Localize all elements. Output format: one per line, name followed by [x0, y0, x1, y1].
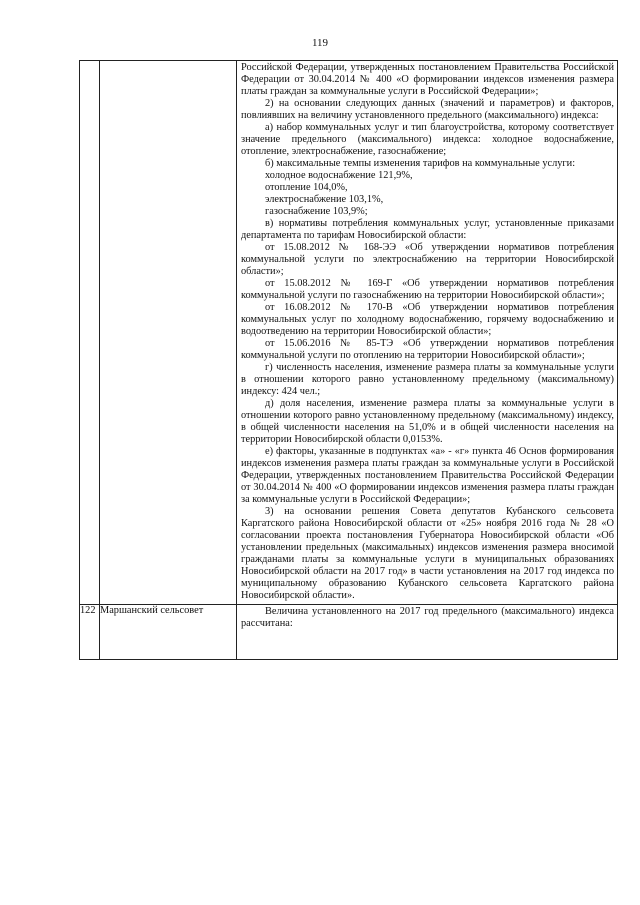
cell-municipality: Маршанский сельсовет	[100, 605, 237, 660]
paragraph: газоснабжение 103,9%;	[265, 206, 368, 217]
paragraph: е) факторы, указанные в подпунктах «а» - «г» пункта 46 Основ формирования индексов изменения размера платы граждан за коммунальные услуги в Российской Федерации, утвержденных постановлением Правительства Российской Федерации от 30.04.2014 № 400 «О формировании индексов изменения размера платы граждан за коммунальные услуги в Российской Федерации»;	[241, 446, 614, 505]
page-number: 119	[311, 37, 329, 49]
paragraph: 2) на основании следующих данных (значений и параметров) и факторов, повлиявших на величину установленного предельного (максимального) индекса:	[241, 98, 614, 121]
paragraph: от 15.08.2012 № 169-Г «Об утверждении нормативов потребления коммунальной услуги по газоснабжению на территории Новосибирской области»;	[241, 278, 614, 301]
cell-municipality	[100, 61, 237, 605]
cell-description	[237, 605, 618, 660]
document-table	[79, 60, 618, 660]
cell-description	[237, 61, 618, 605]
paragraph: электроснабжение 103,1%,	[265, 194, 384, 205]
paragraph: Величина установленного на 2017 год предельного (максимального) индекса рассчитана:	[241, 606, 614, 629]
paragraph: б) максимальные темпы изменения тарифов на коммунальные услуги:	[265, 158, 576, 169]
table-row	[80, 605, 618, 660]
paragraph: 3) на основании решения Совета депутатов Кубанского сельсовета Каргатского района Новосибирской области от «25» ноября 2016 года № 28 «О согласовании проекта постановления Губернатора Новосибирской области «Об установлении предельных (максимальных) индексов изменения размера вносимой гражданами платы за коммунальные услуги в муниципальных образованиях Новосибирской области на 2017 год» в части установления на 2017 год индекса по муниципальному образованию Кубанского сельсовета Каргатского района Новосибирской области».	[241, 506, 614, 601]
paragraph: от 16.08.2012 № 170-В «Об утверждении нормативов потребления коммунальных услуг по холодному водоснабжению, горячему водоснабжению и водоотведению на территории Новосибирской области»;	[241, 302, 614, 337]
description-text	[237, 61, 617, 604]
paragraph: г) численность населения, изменение размера платы за коммунальные услуги в отношении которого равно установленному предельному (максимальному) индексу: 424 чел.;	[241, 362, 614, 397]
cell-number	[80, 61, 100, 605]
cell-number: 122	[80, 605, 100, 660]
paragraph: Российской Федерации, утвержденных постановлением Правительства Российской Федерации от 30.04.2014 № 400 «О формировании индексов изменения размера платы граждан за коммунальные услуги в Российской Федерации»;	[241, 62, 614, 97]
paragraph: холодное водоснабжение 121,9%,	[265, 170, 413, 181]
paragraph: отопление 104,0%,	[265, 182, 348, 193]
table-row	[80, 61, 618, 605]
description-text	[237, 605, 617, 632]
paragraph: д) доля населения, изменение размера платы за коммунальные услуги в отношении которого равно установленному предельному (максимальному) индексу, в общей численности населения на 51,0% и в общей численности населения на территории Новосибирской области 0,0153%.	[241, 398, 614, 445]
paragraph: от 15.06.2016 № 85-ТЭ «Об утверждении нормативов потребления коммунальной услуги по отоплению на территории Новосибирской области»;	[241, 338, 614, 361]
paragraph: а) набор коммунальных услуг и тип благоустройства, которому соответствует значение предельного (максимального) индекса: холодное водоснабжение, отопление, электроснабжение, газоснабжение;	[241, 122, 614, 157]
paragraph: в) нормативы потребления коммунальных услуг, установленные приказами департамента по тарифам Новосибирской области:	[241, 218, 614, 241]
paragraph: от 15.08.2012 № 168-ЭЭ «Об утверждении нормативов потребления коммунальной услуги по электроснабжению на территории Новосибирской области»;	[241, 242, 614, 277]
